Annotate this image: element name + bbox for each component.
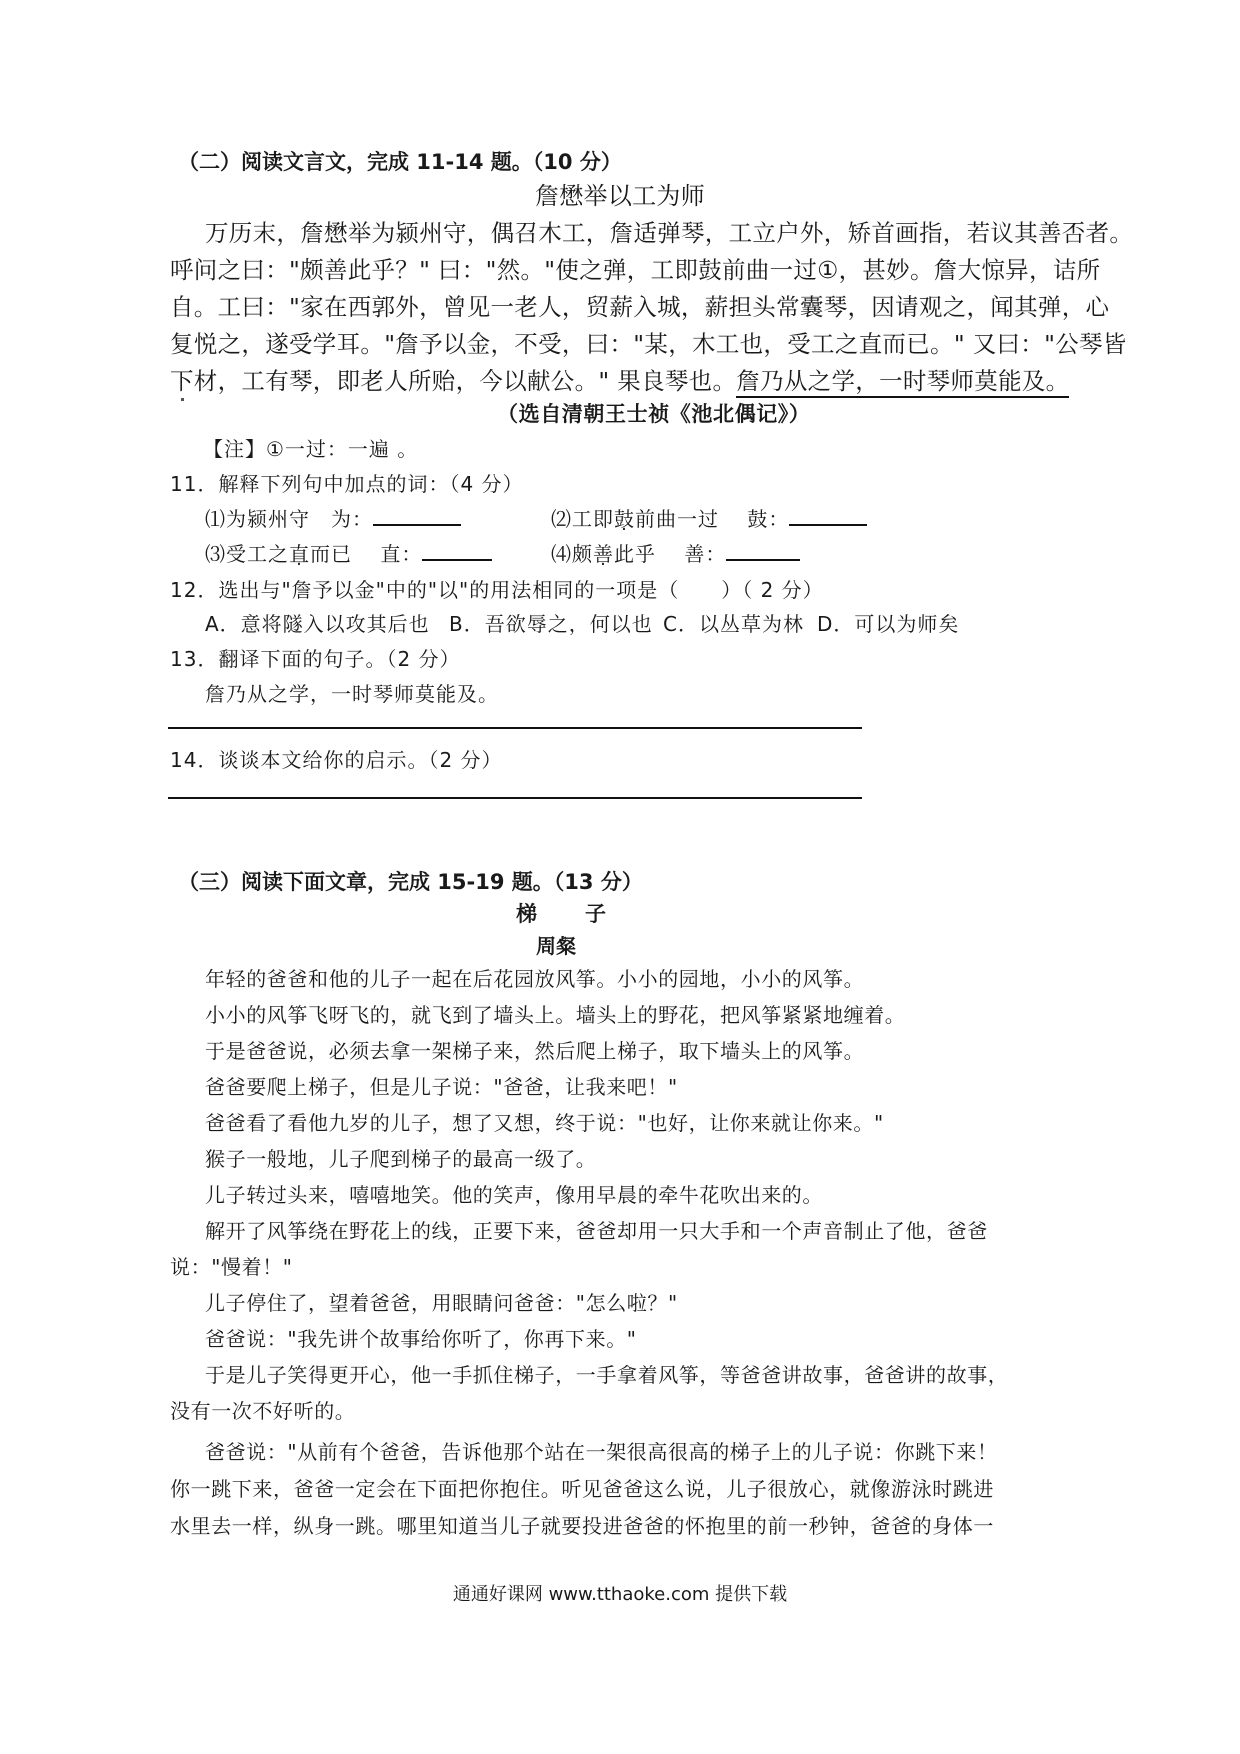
classical-line-3: 自。工曰："家在西郭外，曾见一老人，贸薪入城，薪担头常囊琴，因请观之，闻其弹，心	[170, 293, 1110, 321]
q12-option-b[interactable]: B．吾欲辱之，何以也	[449, 612, 653, 636]
story-line-5: 爸爸看了看他九岁的儿子，想了又想，终于说："也好，让你来就让你来。"	[205, 1111, 884, 1135]
section2-heading: （二）阅读文言文，完成 11-14 题。（10 分）	[178, 150, 622, 174]
story-line-1: 年轻的爸爸和他的儿子一起在后花园放风筝。小小的园地，小小的风筝。	[205, 967, 865, 991]
story-line-2: 小小的风筝飞呀飞的，就飞到了墙头上。墙头上的野花，把风筝紧紧地缠着。	[205, 1003, 906, 1027]
underlined-sentence: 詹乃从之学，一时琴师莫能及。	[736, 367, 1069, 398]
q12-option-c[interactable]: C．以丛草为林	[663, 612, 804, 636]
answer-blank-1[interactable]	[373, 506, 461, 526]
story-line-3: 于是爸爸说，必须去拿一架梯子来，然后爬上梯子，取下墙头上的风筝。	[205, 1039, 865, 1063]
q13-sentence: 詹乃从之学，一时琴师莫能及。	[205, 682, 499, 706]
classical-line-2: 呼问之曰："颇善此乎？" 曰："然。"使之弹，工即鼓前曲一过①，甚妙。詹大惊异，诘所	[170, 256, 1101, 284]
story-author: 周粲	[536, 934, 576, 958]
q11-item-3: ⑶受工之直而已 直：	[205, 538, 492, 567]
question-12: 12．选出与"詹予以金"中的"以"的用法相同的一项是（ ）（ 2 分）	[170, 578, 824, 602]
question-13: 13．翻译下面的句子。（2 分）	[170, 647, 461, 671]
answer-blank-2[interactable]	[789, 506, 867, 526]
story-line-16: 水里去一样，纵身一跳。哪里知道当儿子就要投进爸爸的怀抱里的前一秒钟，爸爸的身体一	[170, 1514, 994, 1538]
classical-source: （选自清朝王士祯《池北偶记》）	[497, 402, 811, 426]
classical-line-5	[170, 362, 1069, 396]
story-line-8: 解开了风筝绕在野花上的线，正要下来，爸爸却用一只大手和一个声音制止了他，爸爸	[205, 1219, 988, 1243]
answer-line-14[interactable]	[168, 797, 862, 799]
classical-note: 【注】①一过：一遍 。	[203, 437, 419, 461]
q11-item-1: ⑴为颍州守 为：	[205, 503, 461, 532]
scan-speck	[181, 398, 184, 401]
story-title: 梯 子	[516, 902, 606, 926]
q11-item-2: ⑵工即鼓前曲一过 鼓：	[551, 503, 867, 532]
story-line-6: 猴子一般地，儿子爬到梯子的最高一级了。	[205, 1147, 597, 1171]
answer-line-13[interactable]	[168, 727, 862, 729]
answer-blank-3[interactable]	[422, 541, 492, 561]
q12-option-a[interactable]: A．意将隧入以攻其后也	[205, 612, 430, 636]
q12-option-d[interactable]: D．可以为师矣	[817, 612, 960, 636]
story-line-10: 儿子停住了，望着爸爸，用眼睛问爸爸："怎么啦？"	[205, 1291, 678, 1315]
story-line-14: 爸爸说："从前有个爸爸，告诉他那个站在一架很高很高的梯子上的儿子说：你跳下来！	[205, 1440, 998, 1464]
question-14: 14．谈谈本文给你的启示。（2 分）	[170, 748, 503, 772]
classical-line-1: 万历末，詹懋举为颍州守，偶召木工，詹适弹琴，工立户外，矫首画指，若议其善否者。	[205, 219, 1134, 247]
story-line-13: 没有一次不好听的。	[170, 1399, 356, 1423]
story-line-11: 爸爸说："我先讲个故事给你听了，你再下来。"	[205, 1327, 637, 1351]
story-line-9: 说："慢着！"	[170, 1255, 293, 1279]
story-line-15: 你一跳下来，爸爸一定会在下面把你抱住。听见爸爸这么说，儿子很放心，就像游泳时跳进	[170, 1477, 994, 1501]
answer-blank-4[interactable]	[726, 541, 800, 561]
footer-text: 通通好课网 www.tthaoke.com 提供下载	[452, 1584, 788, 1605]
classical-line-5-text: 下材，工有琴，即老人所贻，今以献公。" 果良琴也。	[170, 367, 737, 395]
q11-item-4: ⑷颇善此乎 善：	[551, 538, 800, 567]
question-11: 11．解释下列句中加点的词：（4 分）	[170, 472, 524, 496]
story-line-7: 儿子转过头来，嘻嘻地笑。他的笑声，像用早晨的牵牛花吹出来的。	[205, 1183, 823, 1207]
story-line-4: 爸爸要爬上梯子，但是儿子说："爸爸，让我来吧！"	[205, 1075, 678, 1099]
story-line-12: 于是儿子笑得更开心，他一手抓住梯子，一手拿着风筝，等爸爸讲故事，爸爸讲的故事，	[205, 1363, 1009, 1387]
section2-title: 詹懋举以工为师	[534, 182, 706, 210]
section3-heading: （三）阅读下面文章，完成 15-19 题。（13 分）	[178, 870, 643, 894]
classical-line-4: 复悦之，遂受学耳。"詹予以金，不受，曰："某，木工也，受工之直而已。" 又曰："公琴皆	[170, 330, 1127, 358]
